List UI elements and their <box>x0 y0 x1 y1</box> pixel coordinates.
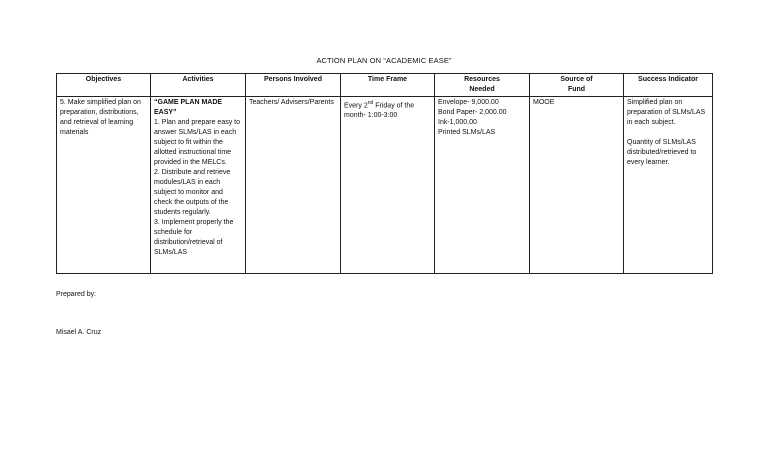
indicator-two: Quantity of SLMs/LAS distributed/retrieved to every learner. <box>627 139 697 166</box>
cell-success-indicator <box>624 97 713 274</box>
indicator-one: Simplified plan on preparation of SLMs/LAS in each subject. <box>627 99 706 126</box>
cell-objective: 5. Make simplified plan on preparation, distributions, and retrieval of learning materials <box>57 97 151 274</box>
cell-resources-needed: Envelope- 9,000.00 Bond Paper- 2,000.00 Ink-1,000.00 Printed SLMs/LAS <box>435 97 530 274</box>
prepared-by-label: Prepared by: <box>56 291 97 298</box>
header-activities: Activities <box>151 74 246 97</box>
table-header-row <box>57 74 713 97</box>
cell-activities <box>151 97 246 274</box>
header-success-indicator: Success Indicator <box>624 74 713 97</box>
activity-title: “GAME PLAN MADE EASY” <box>154 99 223 116</box>
header-objectives: Objectives <box>57 74 151 97</box>
signer-name: Misael A. Cruz <box>56 329 102 336</box>
header-persons-involved: Persons Involved <box>246 74 341 97</box>
cell-persons-involved: Teachers/ Advisers/Parents <box>246 97 341 274</box>
action-plan-table <box>56 73 713 274</box>
table-row <box>57 97 713 274</box>
time-frame-prefix: Every 2 <box>344 102 368 110</box>
header-source-of-fund: Source of Fund <box>530 74 624 97</box>
header-resources-needed: Resources Needed <box>435 74 530 97</box>
document-title: ACTION PLAN ON “ACADEMIC EASE” <box>316 56 452 65</box>
activity-steps: 1. Plan and prepare easy to answer SLMs/LAS in each subject to fit within the allotted instructional time provided in the MELCs. 2. Distribute and retrieve modules/LAS in each subject to monitor and check the outputs of the students regularly. 3. Implement properly the schedule for distribution/retrieval of SLMs/LAS <box>154 119 241 256</box>
time-frame-suffix: Friday of the month- 1:00-3:00 <box>344 102 415 120</box>
header-time-frame: Time Frame <box>341 74 435 97</box>
cell-time-frame <box>341 97 435 274</box>
cell-source-of-fund: MOOE <box>530 97 624 274</box>
time-frame-ordinal: nd <box>367 100 374 106</box>
